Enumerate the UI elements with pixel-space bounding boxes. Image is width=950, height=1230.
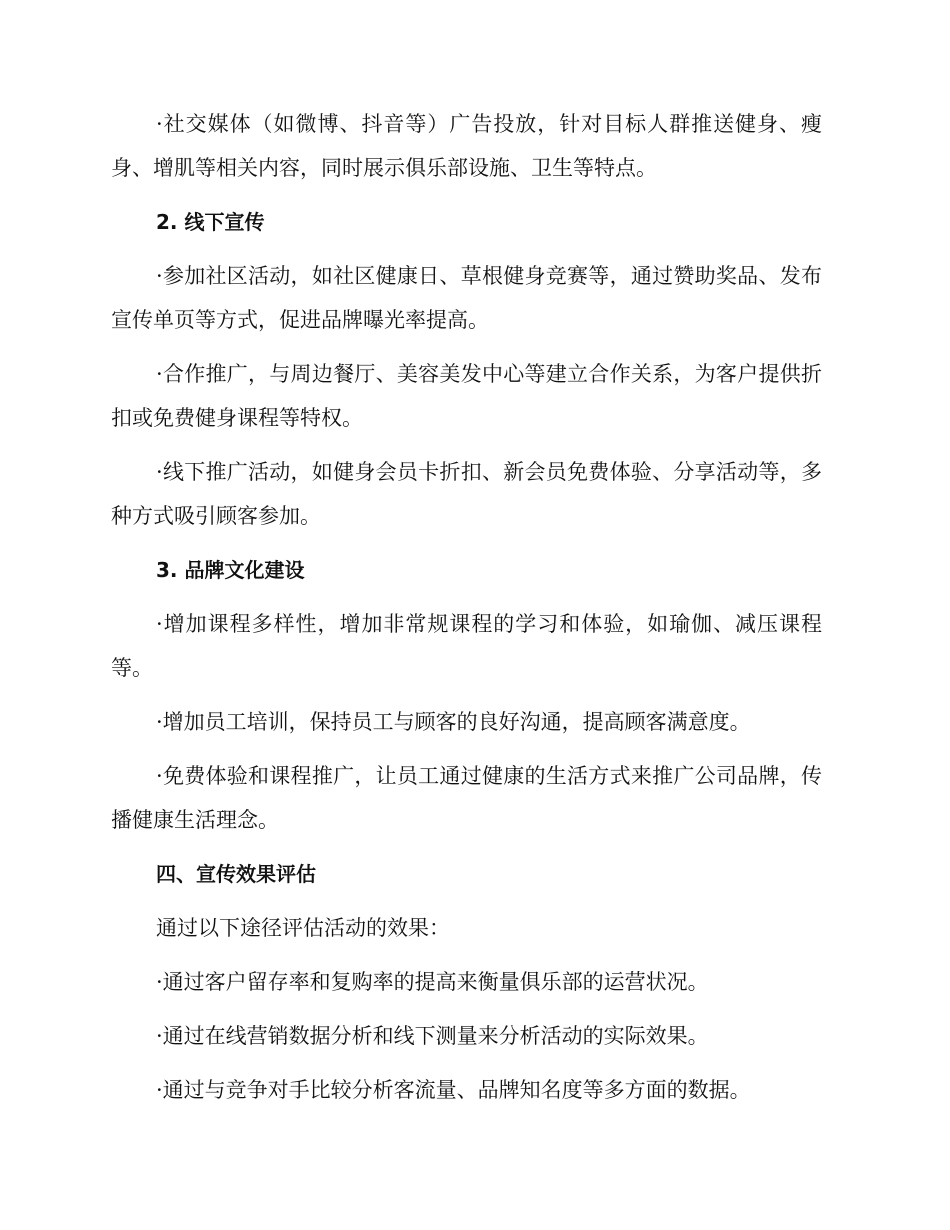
heading-brand-culture: 3. 品牌文化建设 — [156, 558, 305, 582]
bullet-social-media-ads: ·社交媒体（如微博、抖音等）广告投放，针对目标人群推送健身、瘦身、增肌等相关内容，同时展示俱乐部设施、卫生等特点。 — [111, 112, 822, 180]
heading-effect-evaluation: 四、宣传效果评估 — [156, 862, 316, 886]
bullet-course-diversity: ·增加课程多样性，增加非常规课程的学习和体验，如瑜伽、减压课程等。 — [111, 612, 822, 680]
bullet-competitor-comparison: ·通过与竞争对手比较分析客流量、品牌知名度等多方面的数据。 — [156, 1078, 751, 1102]
bullet-staff-training: ·增加员工培训，保持员工与顾客的良好沟通，提高顾客满意度。 — [156, 710, 751, 734]
bullet-partner-promotion: ·合作推广，与周边餐厅、美容美发中心等建立合作关系，为客户提供折扣或免费健身课程等特权。 — [111, 362, 822, 430]
bullet-retention-rate: ·通过客户留存率和复购率的提高来衡量俱乐部的运营状况。 — [156, 970, 709, 994]
bullet-free-trial-promotion: ·免费体验和课程推广，让员工通过健康的生活方式来推广公司品牌，传播健康生活理念。 — [111, 764, 822, 832]
bullet-community-events: ·参加社区活动，如社区健康日、草根健身竞赛等，通过赞助奖品、发布宣传单页等方式，促进品牌曝光率提高。 — [111, 264, 822, 332]
bullet-offline-activities: ·线下推广活动，如健身会员卡折扣、新会员免费体验、分享活动等，多种方式吸引顾客参加。 — [111, 460, 822, 528]
heading-offline-promotion: 2. 线下宣传 — [156, 210, 265, 234]
evaluation-intro: 通过以下途径评估活动的效果： — [156, 916, 450, 940]
bullet-data-analysis: ·通过在线营销数据分析和线下测量来分析活动的实际效果。 — [156, 1024, 709, 1048]
